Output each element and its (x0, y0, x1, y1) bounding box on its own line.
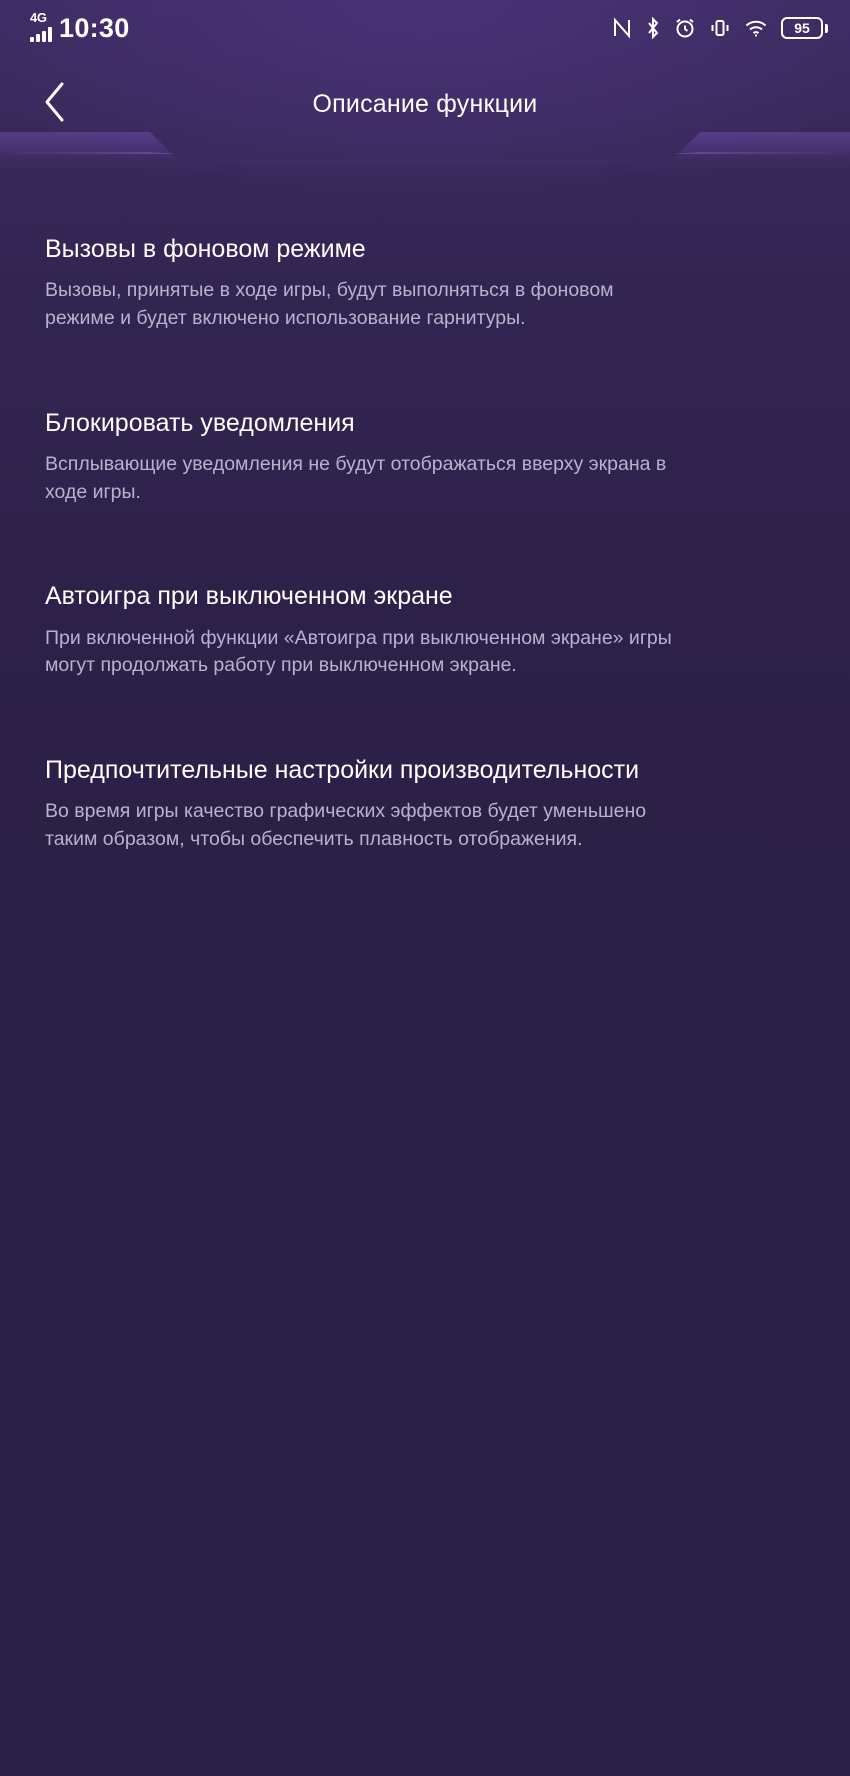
alarm-icon (674, 17, 696, 39)
list-item (45, 234, 805, 333)
item-description: При включенной функции «Автоигра при выключенном экране» игры могут продолжать работу при выключенном экране. (45, 626, 672, 677)
item-title: Вызовы в фоновом режиме (45, 235, 366, 263)
back-button[interactable] (30, 79, 80, 129)
vibrate-icon (709, 17, 731, 39)
feature-description-list (0, 174, 850, 1776)
list-item (45, 408, 805, 507)
cellular-signal-icon (30, 10, 52, 42)
item-description: Вызовы, принятые в ходе игры, будут выполняться в фоновом режиме и будет включено использование гарнитуры. (45, 279, 614, 329)
item-title: Автоигра при выключенном экране (45, 582, 453, 611)
list-item (45, 755, 805, 854)
network-type-label: 4G (30, 10, 47, 25)
page-title: Описание функции (312, 89, 538, 118)
item-description: Всплывающие уведомления не будут отображаться вверху экрана в ходе игры. (45, 452, 667, 503)
item-title: Блокировать уведомления (45, 408, 355, 437)
battery-percent-label: 95 (794, 20, 810, 36)
item-title: Предпочтительные настройки производительности (45, 755, 640, 784)
list-item (45, 581, 805, 680)
status-bar-left (30, 10, 130, 43)
status-bar-right (612, 17, 828, 39)
header-banner-shape (0, 152, 850, 174)
nfc-icon (612, 17, 632, 39)
status-bar-clock: 10:30 (59, 12, 130, 43)
item-description: Во время игры качество графических эффектов будет уменьшено таким образом, чтобы обеспечить плавность отображения. (45, 800, 647, 850)
chevron-left-icon (42, 81, 68, 128)
bluetooth-icon (645, 17, 661, 39)
wifi-icon (744, 18, 768, 38)
status-bar (0, 0, 850, 56)
battery-icon (781, 17, 828, 39)
